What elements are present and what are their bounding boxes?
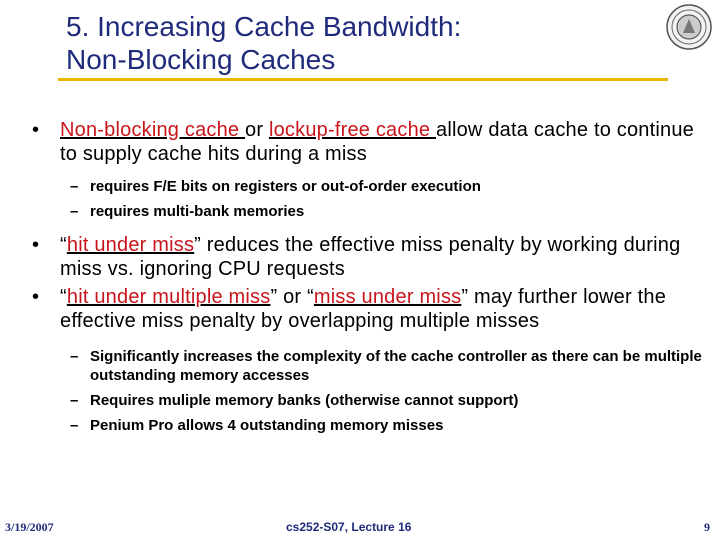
bullet-dot: • xyxy=(32,119,40,141)
bullet-nonblocking xyxy=(30,118,710,166)
title-line-2: Non-Blocking Caches xyxy=(66,44,336,75)
sub-bullet xyxy=(30,177,710,196)
term-miss-under-miss: miss under miss xyxy=(313,286,462,308)
bullet-text: ” or “ xyxy=(270,286,314,308)
sub-bullet xyxy=(30,416,710,435)
sub-bullet-text: Penium Pro allows 4 outstanding memory misses xyxy=(90,417,444,434)
bullet-text: allow data cache to continue to supply cache hits during a miss xyxy=(60,119,694,165)
dash-marker: – xyxy=(70,392,79,409)
footer-lecture: cs252-S07, Lecture 16 xyxy=(286,520,412,534)
footer-page-number: 9 xyxy=(704,520,710,534)
quote-mark: “ xyxy=(60,286,67,308)
dash-marker: – xyxy=(70,178,79,195)
dash-marker: – xyxy=(70,348,79,365)
bullet-dot: • xyxy=(32,234,40,256)
bullet-text: ” may further lower the effective miss penalty by overlapping multiple misses xyxy=(60,286,667,332)
bullet-dot: • xyxy=(32,286,40,308)
bullet-hit-under-multiple-miss xyxy=(30,285,710,333)
sub-bullet-text: requires multi-bank memories xyxy=(90,203,305,220)
footer-date: 3/19/2007 xyxy=(5,520,54,534)
bullet-text: or xyxy=(245,119,269,141)
slide-body xyxy=(30,118,710,435)
dash-marker: – xyxy=(70,417,79,434)
quote-mark: “ xyxy=(60,234,67,256)
sub-bullet-text: requires F/E bits on registers or out-of-order execution xyxy=(90,178,481,195)
sub-bullet xyxy=(30,347,710,385)
term-hit-under-multiple-miss: hit under multiple miss xyxy=(66,286,271,308)
term-nonblocking-cache: Non-blocking cache xyxy=(60,119,246,141)
bullet-text: ” reduces the effective miss penalty by working during miss vs. ignoring CPU requests xyxy=(60,234,681,280)
sub-bullet xyxy=(30,202,710,221)
sub-bullet-text: Requires muliple memory banks (otherwise cannot support) xyxy=(90,392,519,409)
sub-bullet-text: Significantly increases the complexity of the cache controller as there can be multiple outstanding memory accesses xyxy=(90,348,702,384)
university-seal-icon xyxy=(666,4,712,50)
bullet-hit-under-miss xyxy=(30,233,710,281)
title-underline-rule xyxy=(58,78,668,81)
sub-bullet xyxy=(30,391,710,410)
term-hit-under-miss: hit under miss xyxy=(66,234,195,256)
term-lockup-free-cache: lockup-free cache xyxy=(268,119,436,141)
dash-marker: – xyxy=(70,203,79,220)
title-line-1: 5. Increasing Cache Bandwidth: xyxy=(66,11,462,42)
slide-title xyxy=(66,10,586,76)
